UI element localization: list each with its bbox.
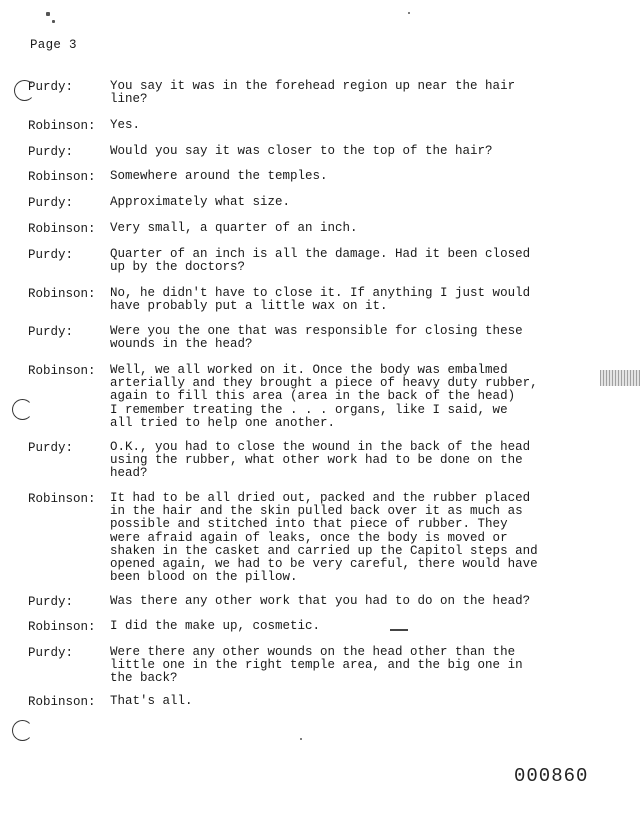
speaker-label: Robinson: [28,364,96,378]
speaker-label: Robinson: [28,492,96,506]
scan-speck [52,20,55,23]
speech-text: Were there any other wounds on the head other than the little one in the right temple area, and the big one in the back? [110,645,523,686]
speaker-label: Purdy: [28,646,74,660]
punch-hole-icon [14,80,35,101]
speaker-label: Robinson: [28,620,96,634]
speech-text: It had to be all dried out, packed and the rubber placed in the hair and the skin pulled back over it as much as possible and stitched into that piece of rubber. They were afraid again of leaks, once the body is moved or shaken in the casket and carried up the Capitol steps and opened again, we had to be very careful, there would have been blood on the pillow. [110,491,538,585]
scan-edge-artifact [600,370,640,386]
scan-speck [300,738,302,740]
speech-text: I did the make up, cosmetic. [110,619,321,633]
speech-text: Somewhere around the temples. [110,169,328,183]
document-stamp-number: 000860 [514,765,589,787]
speech-text: Yes. [110,118,141,132]
speaker-label: Purdy: [28,196,74,210]
speaker-label: Robinson: [28,287,96,301]
speech-text: Quarter of an inch is all the damage. Had it been closed up by the doctors? [110,247,531,275]
speech-text: Approximately what size. [110,195,291,209]
speech-text: That's all. [110,694,193,708]
speech-text: You say it was in the forehead region up near the hair line? [110,79,516,107]
scan-speck [46,12,50,16]
speaker-label: Robinson: [28,695,96,709]
speaker-label: Purdy: [28,248,74,262]
pen-mark [390,629,408,631]
punch-hole-icon [12,720,33,741]
speaker-label: Robinson: [28,222,96,236]
speaker-label: Purdy: [28,80,74,94]
speech-text: Was there any other work that you had to do on the head? [110,594,531,608]
punch-hole-icon [12,399,33,420]
speech-text: Very small, a quarter of an inch. [110,221,358,235]
speaker-label: Robinson: [28,119,96,133]
speech-text: Well, we all worked on it. Once the body was embalmed arterially and they brought a piece of heavy duty rubber, again to fill this area (area in the back of the head) I remember treating the . . . organs, like I said, we all tried to help one another. [110,363,538,430]
speaker-label: Robinson: [28,170,96,184]
speaker-label: Purdy: [28,145,74,159]
speech-text: Would you say it was closer to the top of the hair? [110,144,493,158]
scan-speck [408,12,410,14]
speech-text: No, he didn't have to close it. If anything I just would have probably put a little wax on it. [110,286,531,314]
speaker-label: Purdy: [28,325,74,339]
speaker-label: Purdy: [28,441,74,455]
speaker-label: Purdy: [28,595,74,609]
speech-text: O.K., you had to close the wound in the back of the head using the rubber, what other work had to be done on the head? [110,440,531,481]
page-number: Page 3 [30,38,77,52]
speech-text: Were you the one that was responsible for closing these wounds in the head? [110,324,523,352]
